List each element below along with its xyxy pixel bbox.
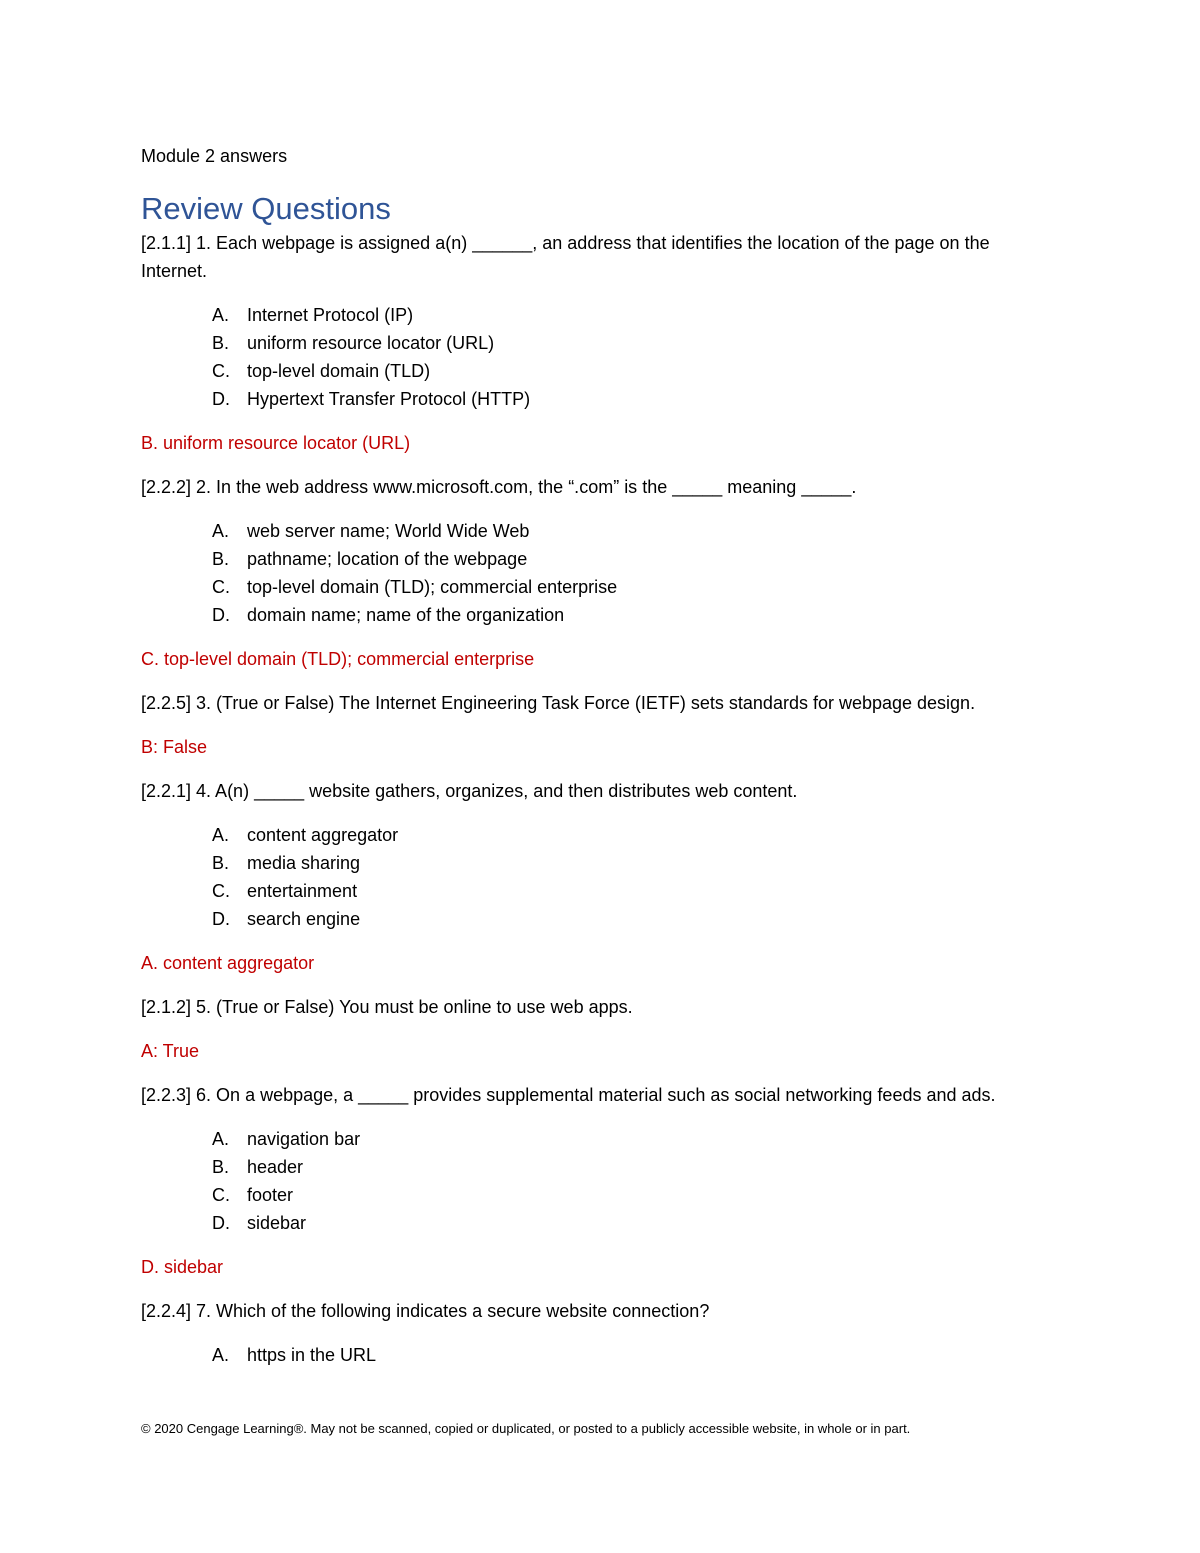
option-letter: D. [212, 605, 230, 625]
option [212, 385, 1041, 413]
option [212, 601, 1041, 629]
option-text: navigation bar [247, 1129, 361, 1149]
option-text: web server name; World Wide Web [247, 521, 530, 541]
question-4: [2.2.1] 4. A(n) _____ website gathers, organizes, and then distributes web content. [141, 781, 798, 801]
option [212, 1341, 1041, 1369]
option-letter: D. [212, 1213, 230, 1233]
option-letter: C. [212, 577, 230, 597]
option-text: top-level domain (TLD) [247, 361, 431, 381]
question-1: [2.1.1] 1. Each webpage is assigned a(n) ______, an address that identifies the location of the page on the Internet. [141, 233, 990, 281]
question-2-options [141, 517, 1041, 629]
option-text: uniform resource locator (URL) [247, 333, 495, 353]
option [212, 1209, 1041, 1237]
option-letter: B. [212, 549, 230, 569]
option [212, 517, 1041, 545]
option-text: pathname; location of the webpage [247, 549, 528, 569]
option [212, 821, 1041, 849]
option-text: domain name; name of the organization [247, 605, 565, 625]
option [212, 573, 1041, 601]
option [212, 849, 1041, 877]
option-letter: B. [212, 333, 230, 353]
option [212, 545, 1041, 573]
option-letter: A. [212, 305, 230, 325]
option-letter: D. [212, 909, 230, 929]
option-text: content aggregator [247, 825, 399, 845]
question-7: [2.2.4] 7. Which of the following indicates a secure website connection? [141, 1301, 710, 1321]
option-text: footer [247, 1185, 294, 1205]
option-letter: A. [212, 1129, 230, 1149]
option [212, 877, 1041, 905]
section-heading: Review Questions [141, 191, 391, 226]
answer-3: B: False [141, 737, 208, 757]
option-letter: B. [212, 853, 230, 873]
option-text: sidebar [247, 1213, 307, 1233]
option-text: media sharing [247, 853, 361, 873]
option [212, 1181, 1041, 1209]
option [212, 329, 1041, 357]
option-text: Hypertext Transfer Protocol (HTTP) [247, 389, 531, 409]
question-5: [2.1.2] 5. (True or False) You must be online to use web apps. [141, 997, 633, 1017]
option-letter: A. [212, 1345, 230, 1365]
option-text: top-level domain (TLD); commercial enterprise [247, 577, 618, 597]
question-6: [2.2.3] 6. On a webpage, a _____ provides supplemental material such as social networking feeds and ads. [141, 1085, 996, 1105]
document-body [141, 142, 1041, 1385]
question-1-options [141, 301, 1041, 413]
option [212, 301, 1041, 329]
question-3: [2.2.5] 3. (True or False) The Internet Engineering Task Force (IETF) sets standards for webpage design. [141, 693, 976, 713]
answer-4: A. content aggregator [141, 953, 315, 973]
option-text: Internet Protocol (IP) [247, 305, 414, 325]
option-text: search engine [247, 909, 361, 929]
answer-6: D. sidebar [141, 1257, 224, 1277]
question-2: [2.2.2] 2. In the web address www.microsoft.com, the “.com” is the _____ meaning _____. [141, 477, 857, 497]
answer-5: A: True [141, 1041, 200, 1061]
option [212, 357, 1041, 385]
question-7-options [141, 1341, 1041, 1369]
answer-1: B. uniform resource locator (URL) [141, 433, 411, 453]
option-letter: C. [212, 361, 230, 381]
option-text: header [247, 1157, 304, 1177]
option-letter: C. [212, 1185, 230, 1205]
copyright-footer: © 2020 Cengage Learning®. May not be scanned, copied or duplicated, or posted to a publicly accessible website, in whole or in part. [141, 1421, 911, 1436]
option [212, 1125, 1041, 1153]
option-letter: C. [212, 881, 230, 901]
option-letter: A. [212, 521, 230, 541]
question-4-options [141, 821, 1041, 933]
question-6-options [141, 1125, 1041, 1237]
module-title: Module 2 answers [141, 146, 288, 166]
option-letter: D. [212, 389, 230, 409]
option [212, 905, 1041, 933]
option-text: https in the URL [247, 1345, 377, 1365]
option-text: entertainment [247, 881, 358, 901]
option-letter: B. [212, 1157, 230, 1177]
answer-2: C. top-level domain (TLD); commercial enterprise [141, 649, 535, 669]
option-letter: A. [212, 825, 230, 845]
option [212, 1153, 1041, 1181]
